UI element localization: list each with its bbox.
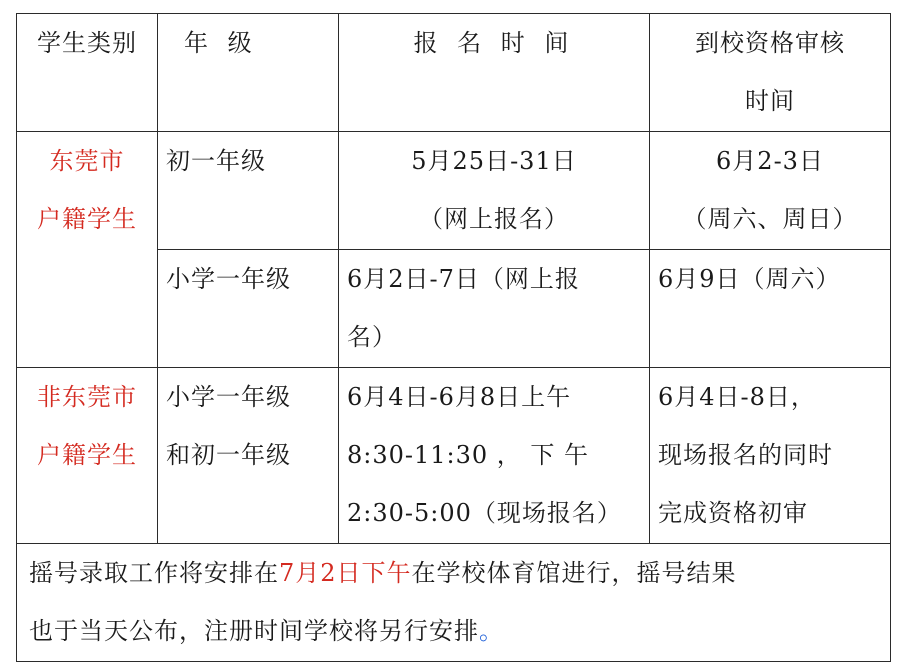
header-registration-time: 报 名 时 间 [339, 14, 650, 132]
review-cell: 6月9日（周六） [650, 250, 891, 368]
table-header-row [17, 14, 891, 132]
header-category: 学生类别 [17, 14, 158, 132]
grade-cell: 小学一年级 和初一年级 [158, 368, 339, 544]
table-row [17, 368, 891, 544]
category-non-dongguan: 非东莞市 户籍学生 [17, 368, 158, 544]
registration-cell: 6月2日-7日（网上报 名） [339, 250, 650, 368]
grade-cell: 初一年级 [158, 132, 339, 250]
grade-cell: 小学一年级 [158, 250, 339, 368]
enrollment-schedule-table [16, 13, 891, 662]
footer-note: 摇号录取工作将安排在7月2日下午在学校体育馆进行，摇号结果 也于当天公布，注册时间学校将另行安排。 [17, 544, 891, 662]
review-cell: 6月4日-8日， 现场报名的同时 完成资格初审 [650, 368, 891, 544]
header-review-time: 到校资格审核 时间 [650, 14, 891, 132]
footer-highlight: 7月2日下午 [279, 559, 412, 587]
registration-cell: 6月4日-6月8日上午 8:30-11:30 ， 下 午 2:30-5:00（现场报名） [339, 368, 650, 544]
category-dongguan: 东莞市 户籍学生 [17, 132, 158, 368]
registration-cell: 5月25日-31日 （网上报名） [339, 132, 650, 250]
footer-end-mark: 。 [479, 617, 504, 645]
footer-row [17, 544, 891, 662]
header-grade: 年 级 [158, 14, 339, 132]
table-row [17, 132, 891, 250]
review-cell: 6月2-3日 （周六、周日） [650, 132, 891, 250]
